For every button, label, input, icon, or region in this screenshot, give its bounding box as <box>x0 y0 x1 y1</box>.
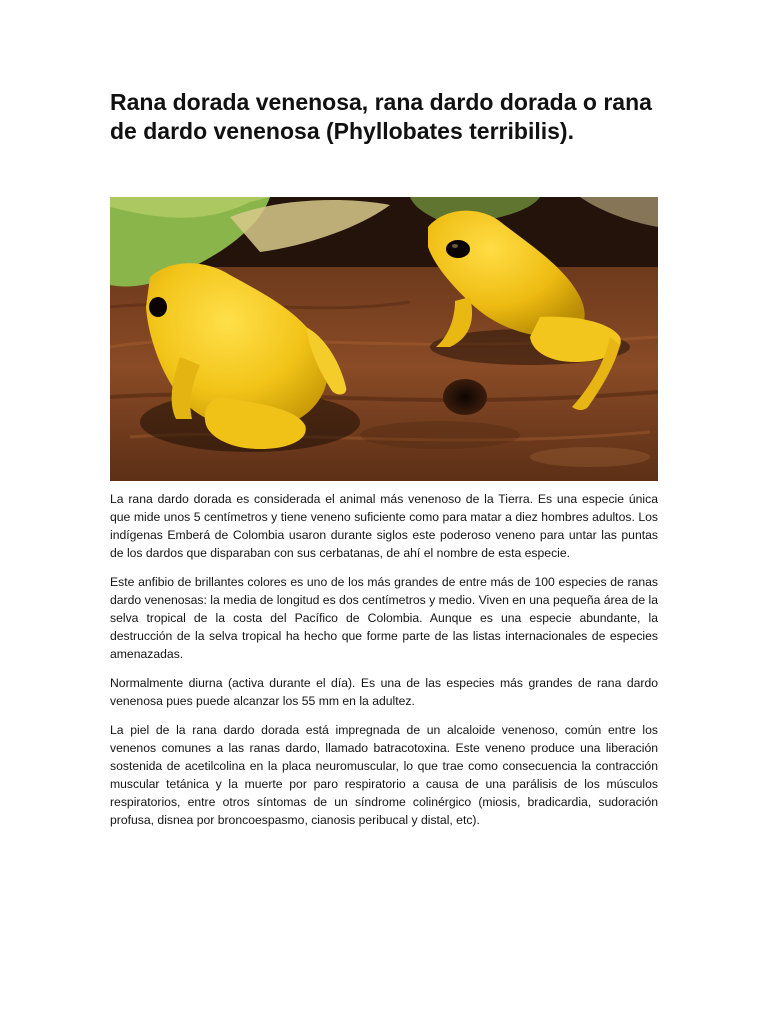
frog-photo <box>110 197 658 481</box>
paragraph-1: La rana dardo dorada es considerada el animal más venenoso de la Tierra. Es una especie única que mide unos 5 centímetros y tiene veneno suficiente como para matar a diez hombres adultos. Los indígenas Emberá de Colombia usaron durante siglos este poderoso veneno para untar las puntas de los dardos que disparaban con sus cerbatanas, de ahí el nombre de esta especie. <box>110 492 658 560</box>
paragraph-4: La piel de la rana dardo dorada está impregnada de un alcaloide venenoso, común entre los venenos comunes a las ranas dardo, llamado batracotoxina. Este veneno produce una liberación sostenida de acetilcolina en la placa neuromuscular, lo que trae como consecuencia la contracción muscular tetánica y la muerte por paro respiratorio a causa de una parálisis de los músculos respiratorios, entre otros síntomas de un síndrome colinérgico (miosis, bradicardia, sudoración profusa, disnea por broncoespasmo, cianosis peribucal y distal, etc). <box>110 723 658 827</box>
paragraph-2: Este anfibio de brillantes colores es uno de los más grandes de entre más de 100 especies de ranas dardo venenosas: la media de longitud es dos centímetros y medio. Viven en una pequeña área de la selva tropical de la costa del Pacífico de Colombia. Aunque es una especie abundante, la destrucción de la selva tropical ha hecho que forme parte de las listas internacionales de especies amenazadas. <box>110 575 658 661</box>
paragraph-3: Normalmente diurna (activa durante el día). Es una de las especies más grandes de rana dardo venenosa pues puede alcanzar los 55 mm en la adultez. <box>110 676 658 708</box>
page-title: Rana dorada venenosa, rana dardo dorada o rana de dardo venenosa (Phyllobates terribilis). <box>110 89 652 144</box>
article-body <box>110 490 658 840</box>
